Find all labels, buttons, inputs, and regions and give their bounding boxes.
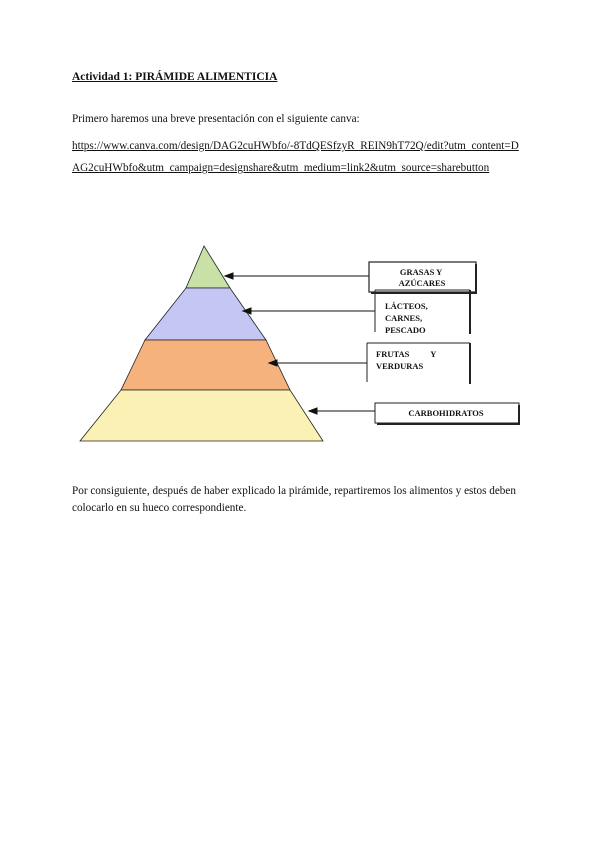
label-sugars-line2: AZÚCARES	[398, 278, 446, 288]
pyramid-level-fruits	[121, 340, 290, 390]
label-sugars-line1: GRASAS Y	[399, 267, 442, 277]
arrow-head-icon	[309, 408, 317, 414]
label-fruits-line2: VERDURAS	[376, 361, 424, 371]
label-sugars	[399, 267, 446, 288]
pyramid-level-carbs	[80, 390, 323, 441]
label-carbs-line1: CARBOHIDRATOS	[408, 408, 484, 418]
closing-paragraph: Por consiguiente, después de haber explicado la pirámide, repartiremos los alimentos y estos deben colocarlo en su hueco correspondiente.	[72, 485, 516, 514]
label-dairy-line1: LÁCTEOS,	[385, 301, 428, 311]
document-title: Actividad 1: PIRÁMIDE ALIMENTICIA	[72, 71, 278, 83]
label-fruits-line1: FRUTAS Y	[376, 349, 437, 359]
pyramid-level-dairy	[145, 288, 266, 340]
label-carbs	[408, 408, 484, 418]
label-dairy-line3: PESCADO	[385, 325, 426, 335]
pyramid-level-sugars	[186, 246, 230, 288]
label-dairy-line2: CARNES,	[385, 313, 423, 323]
intro-text: Primero haremos una breve presentación con el siguiente canva:	[72, 113, 360, 125]
arrow-head-icon	[225, 273, 233, 279]
canva-link[interactable]: https://www.canva.com/design/DAG2cuHWbfo/-8TdQESfzyR_REIN9hT72Q/edit?utm_content=DAG2cuHWbfo&utm_campaign=designshare&utm_medium=link2&utm_source=sharebutton	[72, 140, 519, 174]
label-dairy	[385, 301, 430, 335]
